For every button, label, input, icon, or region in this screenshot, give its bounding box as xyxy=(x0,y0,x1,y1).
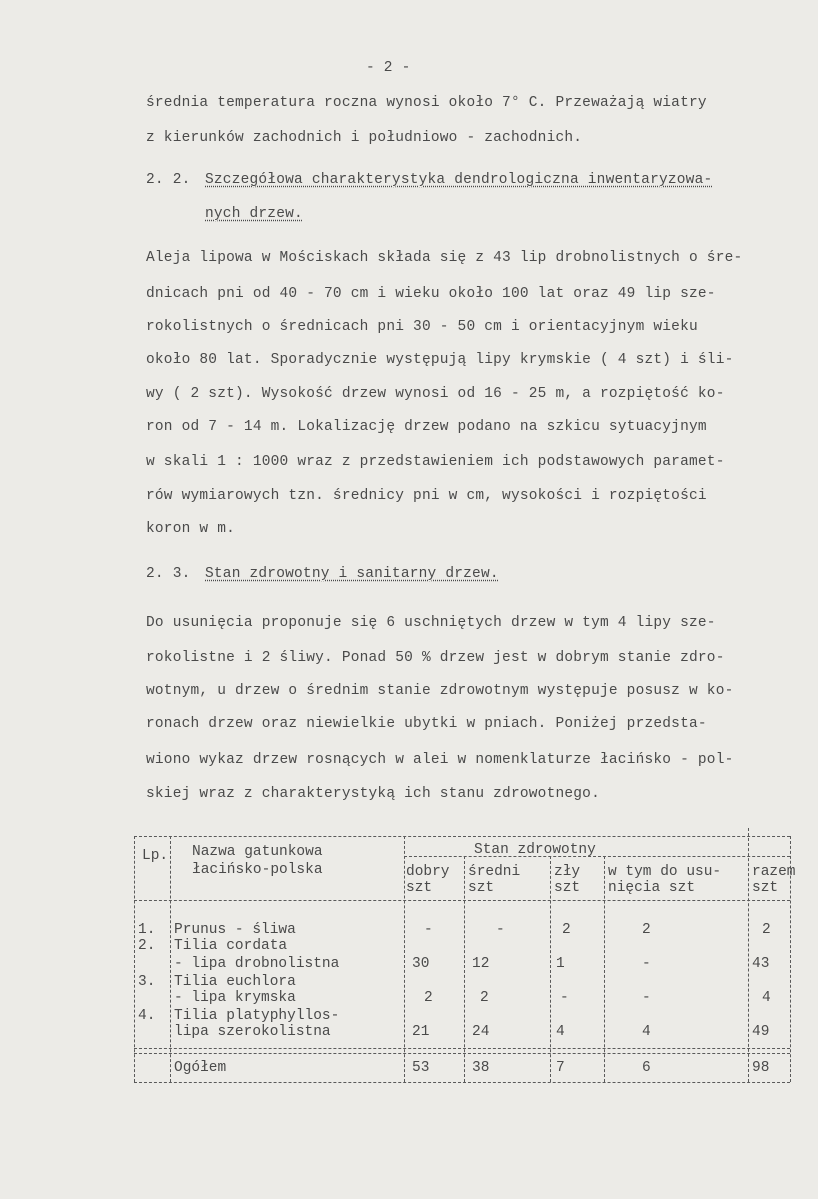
row-name: Tilia euchlora xyxy=(174,974,296,990)
intro-line: z kierunków zachodnich i południowo - zachodnich. xyxy=(146,130,583,146)
paragraph-line: około 80 lat. Sporadycznie występują lipy krymskie ( 4 szt) i śli- xyxy=(146,352,734,368)
header-total: razem xyxy=(752,864,796,880)
row-average: 24 xyxy=(472,1024,490,1040)
paragraph-line: ron od 7 - 14 m. Lokalizację drzew podano na szkicu sytuacyjnym xyxy=(146,419,707,435)
row-total: 2 xyxy=(762,922,771,938)
row-bad: 1 xyxy=(556,956,565,972)
row-name: Tilia platyphyllos- xyxy=(174,1008,340,1024)
row-name: Tilia cordata xyxy=(174,938,288,954)
row-total: 49 xyxy=(752,1024,770,1040)
health-status-table xyxy=(134,828,794,1088)
row-to-remove: - xyxy=(642,990,651,1006)
paragraph-line: dnicach pni od 40 - 70 cm i wieku około 100 lat oraz 49 lip sze- xyxy=(146,286,716,302)
section-2-2-title: Szczegółowa charakterystyka dendrologiczna inwentaryzowa- xyxy=(205,172,713,188)
row-to-remove: 4 xyxy=(642,1024,651,1040)
header-good: dobry xyxy=(406,864,450,880)
row-name-cont: - lipa krymska xyxy=(174,990,296,1006)
paragraph-line: Aleja lipowa w Mościskach składa się z 43 lip drobnolistnych o śre- xyxy=(146,250,743,266)
header-bad: zły xyxy=(554,864,581,880)
row-average: - xyxy=(496,922,505,938)
footer-to-remove: 6 xyxy=(642,1060,651,1076)
row-average: 2 xyxy=(480,990,489,1006)
header-average: średni xyxy=(468,864,521,880)
footer-label: Ogółem xyxy=(174,1060,227,1076)
row-name: Prunus - śliwa xyxy=(174,922,296,938)
row-good: 2 xyxy=(424,990,433,1006)
header-good-unit: szt xyxy=(406,880,433,896)
header-lp: Lp. xyxy=(142,848,169,864)
row-good: 30 xyxy=(412,956,430,972)
row-to-remove: - xyxy=(642,956,651,972)
paragraph-line: wy ( 2 szt). Wysokość drzew wynosi od 16 - 25 m, a rozpiętość ko- xyxy=(146,386,725,402)
row-lp: 4. xyxy=(138,1008,156,1024)
paragraph-line: wiono wykaz drzew rosnących w alei w nomenklaturze łacińsko - pol- xyxy=(146,752,734,768)
header-to-remove: w tym do usu- xyxy=(608,864,722,880)
row-total: 43 xyxy=(752,956,770,972)
paragraph-line: ronach drzew oraz niewielkie ubytki w pniach. Poniżej przedsta- xyxy=(146,716,707,732)
row-good: 21 xyxy=(412,1024,430,1040)
paragraph-line: skiej wraz z charakterystyką ich stanu zdrowotnego. xyxy=(146,786,600,802)
header-bad-unit: szt xyxy=(554,880,581,896)
footer-bad: 7 xyxy=(556,1060,565,1076)
row-lp: 3. xyxy=(138,974,156,990)
section-2-3-number: 2. 3. xyxy=(146,566,191,582)
row-name-cont: lipa szerokolistna xyxy=(174,1024,331,1040)
header-average-unit: szt xyxy=(468,880,495,896)
section-2-2-number: 2. 2. xyxy=(146,172,191,188)
header-total-unit: szt xyxy=(752,880,779,896)
header-health-group: Stan zdrowotny xyxy=(474,842,596,858)
row-name-cont: - lipa drobnolistna xyxy=(174,956,340,972)
paragraph-line: w skali 1 : 1000 wraz z przedstawieniem ich podstawowych paramet- xyxy=(146,454,725,470)
footer-total: 98 xyxy=(752,1060,770,1076)
paragraph-line: rów wymiarowych tzn. średnicy pni w cm, wysokości i rozpiętości xyxy=(146,488,707,504)
row-lp: 1. xyxy=(138,922,156,938)
header-name: Nazwa gatunkowa xyxy=(192,844,323,860)
row-good: - xyxy=(424,922,433,938)
row-bad: 2 xyxy=(562,922,571,938)
header-name-cont: łacińsko-polska xyxy=(192,862,323,878)
row-total: 4 xyxy=(762,990,771,1006)
header-to-remove-cont: nięcia szt xyxy=(608,880,696,896)
footer-average: 38 xyxy=(472,1060,490,1076)
row-to-remove: 2 xyxy=(642,922,651,938)
footer-good: 53 xyxy=(412,1060,430,1076)
section-2-3-title: Stan zdrowotny i sanitarny drzew. xyxy=(205,566,499,582)
intro-line: średnia temperatura roczna wynosi około 7° C. Przeważają wiatry xyxy=(146,95,707,111)
row-lp: 2. xyxy=(138,938,156,954)
page-number: - 2 - xyxy=(366,60,411,76)
paragraph-line: rokolistnych o średnicach pni 30 - 50 cm i orientacyjnym wieku xyxy=(146,319,698,335)
section-2-2-title-cont: nych drzew. xyxy=(205,206,303,222)
paragraph-line: Do usunięcia proponuje się 6 uschniętych drzew w tym 4 lipy sze- xyxy=(146,615,716,631)
paragraph-line: koron w m. xyxy=(146,521,236,537)
row-average: 12 xyxy=(472,956,490,972)
row-bad: - xyxy=(560,990,569,1006)
paragraph-line: rokolistne i 2 śliwy. Ponad 50 % drzew jest w dobrym stanie zdro- xyxy=(146,650,725,666)
row-bad: 4 xyxy=(556,1024,565,1040)
paragraph-line: wotnym, u drzew o średnim stanie zdrowotnym występuje posusz w ko- xyxy=(146,683,734,699)
